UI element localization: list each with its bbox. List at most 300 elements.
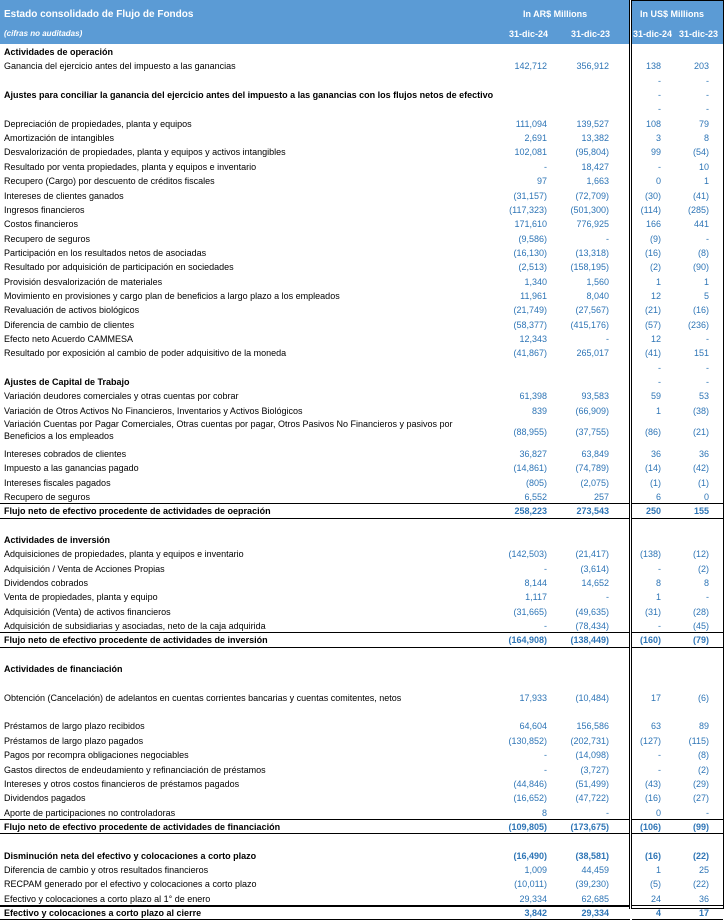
usd-2024-value: (127) — [639, 735, 661, 746]
ars-2023-value: 93,583 — [581, 391, 609, 402]
usd-2024-value: - — [658, 161, 661, 172]
ars-2023-value: - — [606, 592, 609, 603]
usd-2024-value: 3 — [655, 133, 661, 144]
table-row — [0, 318, 725, 332]
usd-col2-header: 31-dic-23 — [679, 29, 719, 39]
ars-col2-header: 31-dic-23 — [570, 29, 610, 39]
header-bar-ars — [0, 0, 630, 44]
ars-2023-value: (72,709) — [575, 190, 609, 201]
usd-2024-value: (9) — [650, 233, 661, 244]
usd-col1-header: 31-dic-24 — [633, 29, 673, 39]
usd-2023-value: - — [706, 75, 709, 86]
row-label: Variación de Otros Activos No Financieros, Inventarios y Activos Biológicos — [4, 405, 303, 416]
table-row — [0, 892, 725, 906]
usd-2024-value: 1 — [655, 592, 661, 603]
section-heading-row — [0, 375, 725, 389]
ars-2023-value: (173,675) — [570, 821, 609, 832]
ars-2023-value: (14,098) — [575, 750, 609, 761]
usd-2024-value: (138) — [639, 549, 661, 560]
row-label: Flujo neto de efectivo procedente de actividades de financiación — [4, 821, 281, 832]
ars-2023-value: 29,334 — [581, 908, 609, 918]
row-label: Intereses y otros costos financieros de préstamos pagados — [4, 778, 240, 789]
bottom-rule — [0, 906, 630, 907]
usd-2023-value: (6) — [698, 692, 709, 703]
table-row — [0, 203, 725, 217]
usd-2024-value: (30) — [644, 190, 661, 201]
table-row — [0, 189, 725, 203]
table-row — [0, 389, 725, 403]
table-row — [0, 734, 725, 748]
table-row — [0, 332, 725, 346]
table-row — [0, 691, 725, 705]
ars-2024-value: 102,081 — [514, 147, 547, 158]
ars-2024-value: 11,961 — [520, 290, 547, 301]
section-heading-row — [0, 45, 725, 59]
usd-2023-value: - — [706, 362, 709, 373]
ars-2024-value: 36,827 — [519, 448, 547, 459]
usd-2023-value: (2) — [698, 563, 709, 574]
usd-2023-value: 151 — [693, 348, 709, 359]
table-row — [0, 748, 725, 762]
usd-2024-value: 6 — [655, 491, 661, 502]
usd-2023-value: (1) — [698, 477, 709, 488]
table-row — [0, 289, 725, 303]
ars-2023-value: 139,527 — [576, 118, 609, 129]
usd-2024-value: (43) — [644, 778, 661, 789]
usd-2023-value: 25 — [698, 864, 709, 875]
table-row — [0, 346, 725, 360]
usd-2023-value: - — [706, 807, 709, 818]
ars-2024-value: 8 — [541, 807, 547, 818]
ars-2024-value: (21,749) — [513, 305, 547, 316]
ars-col1-header: 31-dic-24 — [508, 29, 548, 39]
table-row — [0, 131, 725, 145]
usd-2024-value: 166 — [645, 219, 661, 230]
usd-2023-value: (22) — [692, 850, 709, 861]
ars-2023-value: (2,075) — [580, 477, 609, 488]
row-label: Flujo neto de efectivo procedente de actividades de oepración — [4, 506, 271, 517]
ars-2024-value: (117,323) — [509, 204, 547, 215]
row-label: Préstamos de largo plazo pagados — [4, 735, 144, 746]
usd-2023-value: 10 — [698, 161, 709, 172]
row-label: Aporte de participaciones no controladoras — [4, 807, 176, 818]
ars-2024-value: (31,665) — [513, 606, 547, 617]
table-row — [0, 404, 725, 418]
ars-2023-value: 265,017 — [576, 348, 609, 359]
row-label: Provisión desvalorización de materiales — [4, 276, 163, 287]
table-row — [0, 174, 725, 188]
usd-2024-value: 24 — [650, 893, 661, 904]
ars-2024-value: (58,377) — [513, 319, 547, 330]
row-label: Diferencia de cambio de clientes — [4, 319, 135, 330]
statement-subtitle: (cifras no auditadas) — [4, 29, 83, 38]
usd-2024-value: (2) — [650, 262, 661, 273]
ars-2023-value: (37,755) — [575, 427, 609, 438]
table-row — [0, 562, 725, 576]
ars-2024-value: 2,691 — [524, 133, 547, 144]
usd-2023-value: - — [706, 90, 709, 101]
ars-2024-value: (16,130) — [513, 247, 547, 258]
usd-2024-value: (5) — [650, 879, 661, 890]
ars-2024-value: 8,144 — [524, 577, 547, 588]
ars-2023-value: (138,449) — [570, 635, 609, 646]
ars-2023-value: - — [606, 334, 609, 344]
row-label: Adquisición / Venta de Acciones Propias — [4, 563, 165, 574]
usd-2023-value: (99) — [692, 821, 709, 832]
usd-2023-value: (8) — [698, 750, 709, 761]
usd-column-frame — [631, 0, 724, 909]
table-row — [0, 763, 725, 777]
row-label: Intereses fiscales pagados — [4, 477, 111, 488]
ars-2023-value: (202,731) — [570, 735, 609, 746]
usd-2023-value: - — [706, 233, 709, 244]
usd-2024-value: - — [658, 621, 661, 631]
total-rule — [0, 503, 630, 504]
row-label: Participación en los resultados netos de asociadas — [4, 247, 207, 258]
usd-2023-value: 0 — [703, 491, 709, 502]
row-label: Disminución neta del efectivo y colocaciones a corto plazo — [4, 850, 257, 861]
usd-2024-value: 0 — [655, 176, 661, 187]
ars-2024-value: 111,094 — [515, 118, 547, 129]
row-label: Revaluación de activos biológicos — [4, 305, 140, 316]
ars-2024-value: 171,610 — [514, 219, 547, 230]
row-label: Recupero (Cargo) por descuento de créditos fiscales — [4, 176, 215, 187]
ars-2023-value: (158,195) — [570, 262, 609, 273]
ars-2024-value: - — [544, 764, 547, 775]
row-label: Actividades de financiación — [4, 664, 123, 675]
usd-2024-value: 4 — [655, 908, 661, 918]
ars-2024-value: 6,552 — [524, 491, 547, 502]
usd-2023-value: (8) — [698, 247, 709, 258]
row-label: Flujo neto de efectivo procedente de actividades de inversión — [4, 635, 268, 646]
row-label: Venta de propiedades, planta y equipo — [4, 592, 158, 603]
ars-2024-value: - — [544, 621, 547, 631]
row-label: Adquisición de subsidiarias y asociadas, neto de la caja adquirida — [4, 621, 266, 631]
ars-2023-value: - — [606, 807, 609, 818]
table-row — [0, 576, 725, 590]
usd-2023-value: 8 — [703, 577, 709, 588]
ars-2024-value: (41,867) — [513, 348, 547, 359]
usd-2024-value: (16) — [644, 247, 661, 258]
usd-2024-value: (86) — [644, 427, 661, 438]
table-row — [0, 863, 725, 877]
ars-2024-value: 61,398 — [519, 391, 547, 402]
usd-2023-value: (285) — [687, 204, 709, 215]
ars-2023-value: (74,789) — [575, 463, 609, 474]
section-heading-row — [0, 533, 725, 547]
table-row — [0, 849, 725, 863]
table-row — [0, 619, 725, 633]
usd-2023-value: 53 — [698, 391, 709, 402]
usd-2024-value: 250 — [645, 506, 661, 517]
usd-2024-value: (114) — [640, 204, 661, 215]
ars-2023-value: 8,040 — [586, 290, 609, 301]
table-row — [0, 303, 725, 317]
ars-2024-value: (2,513) — [518, 262, 547, 273]
usd-2024-value: (106) — [639, 821, 661, 832]
table-row — [0, 59, 725, 73]
row-label: Desvalorización de propiedades, planta y equipos y activos intangibles — [4, 147, 286, 158]
usd-2024-value: (14) — [644, 463, 661, 474]
usd-2024-value: 138 — [645, 61, 661, 72]
ars-2023-value: (51,499) — [575, 778, 609, 789]
ars-2023-value: 63,849 — [581, 448, 609, 459]
table-row — [0, 877, 725, 891]
ars-2023-value: (47,722) — [575, 793, 609, 804]
ars-2024-value: (130,852) — [508, 735, 547, 746]
usd-2023-value: 5 — [703, 290, 709, 301]
table-row — [0, 260, 725, 274]
total-rule — [0, 819, 630, 820]
row-label: Recupero de seguros — [4, 491, 91, 502]
usd-2024-value: 99 — [650, 147, 661, 158]
table-row — [0, 705, 725, 719]
usd-2024-value: 1 — [655, 864, 661, 875]
ars-2024-value: (16,652) — [513, 793, 547, 804]
table-row — [0, 418, 725, 447]
ars-2024-value: (88,955) — [513, 427, 547, 438]
usd-2024-value: 8 — [655, 577, 661, 588]
ars-2024-value: 3,842 — [524, 908, 547, 918]
ars-2023-value: (39,230) — [575, 879, 609, 890]
row-label: Actividades de inversión — [4, 534, 111, 545]
table-row — [0, 605, 725, 619]
usd-2023-value: (28) — [692, 606, 709, 617]
usd-2023-value: (38) — [692, 405, 709, 416]
ars-2024-value: (805) — [525, 477, 547, 488]
total-row — [0, 633, 725, 647]
usd-2024-value: - — [658, 104, 661, 115]
ars-2024-value: 1,340 — [524, 276, 547, 287]
table-row — [0, 145, 725, 159]
usd-2023-value: 17 — [698, 908, 709, 918]
ars-2024-value: 1,117 — [525, 592, 547, 603]
usd-2023-value: 79 — [698, 118, 709, 129]
usd-2024-value: (31) — [644, 606, 661, 617]
ars-2023-value: 273,543 — [576, 506, 609, 517]
table-row — [0, 246, 725, 260]
ars-2023-value: (21,417) — [575, 549, 609, 560]
usd-2023-value: 203 — [693, 61, 709, 72]
usd-2023-value: (29) — [692, 778, 709, 789]
usd-2023-value: (27) — [692, 793, 709, 804]
row-label: Impuesto a las ganancias pagado — [4, 463, 139, 474]
ars-2023-value: 14,652 — [581, 577, 609, 588]
ars-2024-value: 64,604 — [519, 721, 547, 732]
ars-group-label: In AR$ Millions — [523, 9, 588, 19]
row-label: Pagos por recompra obligaciones negociables — [4, 750, 189, 761]
usd-2023-value: (45) — [692, 621, 709, 631]
row-label: Amortización de intangibles — [4, 133, 115, 144]
ars-2023-value: (501,300) — [570, 204, 609, 215]
ars-2023-value: (3,727) — [580, 764, 609, 775]
ars-2024-value: (31,157) — [513, 190, 547, 201]
table-row — [0, 361, 725, 375]
usd-2023-value: (22) — [692, 879, 709, 890]
usd-2024-value: (21) — [644, 305, 661, 316]
usd-2023-value: (115) — [688, 735, 709, 746]
usd-2024-value: - — [658, 90, 661, 101]
ars-2023-value: 44,459 — [581, 864, 609, 875]
table-row — [0, 232, 725, 246]
usd-2023-value: (12) — [692, 549, 709, 560]
table-row — [0, 648, 725, 662]
ars-2024-value: (16,490) — [513, 850, 547, 861]
ars-2023-value: 1,663 — [586, 176, 609, 187]
usd-2023-value: 36 — [698, 893, 709, 904]
table-row — [0, 777, 725, 791]
ars-2023-value: 156,586 — [576, 721, 609, 732]
usd-2023-value: (54) — [692, 147, 709, 158]
usd-2023-value: 8 — [703, 133, 709, 144]
row-label: Obtención (Cancelación) de adelantos en cuentas corrientes bancarias y cuentas comitentes, netos — [4, 692, 402, 703]
table-row — [0, 834, 725, 848]
usd-2024-value: (16) — [644, 793, 661, 804]
table-row — [0, 102, 725, 116]
row-label: Efectivo y colocaciones a corto plazo al cierre — [4, 908, 202, 918]
usd-2023-value: 1 — [703, 176, 709, 187]
ars-2023-value: (95,804) — [575, 147, 609, 158]
usd-2023-value: (21) — [692, 427, 709, 438]
ars-2023-value: 62,685 — [581, 893, 609, 904]
usd-2023-value: 36 — [698, 448, 709, 459]
ars-2024-value: - — [544, 750, 547, 761]
usd-2023-value: (42) — [692, 463, 709, 474]
ars-2024-value: 97 — [536, 176, 547, 187]
usd-2023-value: 155 — [693, 506, 709, 517]
usd-2024-value: 36 — [650, 448, 661, 459]
usd-2024-value: 1 — [655, 405, 661, 416]
ars-2024-value: 17,933 — [519, 692, 547, 703]
row-label: Variación deudores comerciales y otras cuentas por cobrar — [4, 391, 239, 402]
ars-2023-value: 776,925 — [576, 219, 609, 230]
table-row — [0, 117, 725, 131]
row-label: Intereses de clientes ganados — [4, 190, 124, 201]
usd-2023-value: - — [706, 104, 709, 115]
row-label: Efectivo y colocaciones a corto plazo al 1° de enero — [4, 893, 211, 904]
ars-2024-value: - — [544, 563, 547, 574]
usd-2023-value: - — [706, 377, 709, 388]
total-row — [0, 820, 725, 834]
table-row — [0, 74, 725, 88]
usd-2024-value: (1) — [650, 477, 661, 488]
row-label: Resultado por exposición al cambio de poder adquisitivo de la moneda — [4, 348, 287, 359]
ars-2023-value: - — [606, 233, 609, 244]
usd-2024-value: (16) — [644, 850, 661, 861]
usd-2024-value: - — [658, 75, 661, 86]
usd-2023-value: (16) — [692, 305, 709, 316]
usd-2023-value: (2) — [698, 764, 709, 775]
usd-2023-value: - — [706, 334, 709, 344]
ars-2024-value: 142,712 — [514, 61, 547, 72]
usd-2023-value: (41) — [692, 190, 709, 201]
table-row — [0, 719, 725, 733]
usd-2023-value: (79) — [692, 635, 709, 646]
usd-2023-value: 89 — [698, 721, 709, 732]
row-label: Ingresos financieros — [4, 204, 85, 215]
usd-2024-value: 0 — [655, 807, 661, 818]
ars-2023-value: (78,434) — [575, 621, 609, 631]
ars-2024-value: 12,343 — [519, 334, 547, 344]
table-row — [0, 676, 725, 690]
ars-2023-value: (10,484) — [575, 692, 609, 703]
ars-2024-value: (44,846) — [513, 778, 547, 789]
ars-2024-value: 1,009 — [524, 864, 547, 875]
usd-2023-value: 1 — [703, 276, 709, 287]
usd-2024-value: (57) — [644, 319, 661, 330]
usd-2024-value: 1 — [655, 276, 661, 287]
section-heading-row — [0, 662, 725, 676]
usd-2024-value: - — [658, 764, 661, 775]
row-label: Movimiento en provisiones y cargo plan de beneficios a largo plazo a los empleados — [4, 290, 340, 301]
ars-2023-value: (13,318) — [575, 247, 609, 258]
ars-2023-value: 18,427 — [581, 161, 609, 172]
usd-2024-value: - — [658, 362, 661, 373]
ars-2024-value: - — [544, 161, 547, 172]
usd-2023-value: - — [706, 592, 709, 603]
row-label: Variación Cuentas por Pagar Comerciales, Otras cuentas por pagar, Otros Pasivos No Financieros y pasivos por Beneficios a los empleados — [4, 419, 453, 442]
usd-2024-value: 17 — [650, 692, 661, 703]
ars-2023-value: 13,382 — [581, 133, 609, 144]
row-label: Adquisiciones de propiedades, planta y equipos e inventario — [4, 549, 244, 560]
usd-2024-value: 12 — [650, 290, 661, 301]
usd-2024-value: 59 — [650, 391, 661, 402]
ars-2023-value: 356,912 — [576, 61, 609, 72]
usd-2024-value: (41) — [644, 348, 661, 359]
ars-2023-value: 1,560 — [586, 276, 609, 287]
ars-2024-value: 839 — [531, 405, 547, 416]
table-row — [0, 490, 725, 504]
usd-2023-value: 441 — [693, 219, 709, 230]
total-rule — [0, 632, 630, 633]
row-label: RECPAM generado por el efectivo y colocaciones a corto plazo — [4, 879, 257, 890]
table-row — [0, 476, 725, 490]
table-row — [0, 547, 725, 561]
usd-2023-value: (90) — [692, 262, 709, 273]
table-row — [0, 275, 725, 289]
row-label: Dividendos cobrados — [4, 577, 89, 588]
table-row — [0, 590, 725, 604]
ars-2023-value: (415,176) — [570, 319, 609, 330]
usd-2024-value: 63 — [650, 721, 661, 732]
row-label: Adquisición (Venta) de activos financieros — [4, 606, 171, 617]
ars-2023-value: (3,614) — [580, 563, 609, 574]
ars-2024-value: (14,861) — [513, 463, 547, 474]
row-label: Costos financieros — [4, 219, 79, 230]
ars-2024-value: (109,805) — [508, 821, 547, 832]
row-label: Actividades de operación — [4, 47, 114, 57]
usd-group-label: In US$ Millions — [640, 9, 705, 19]
row-label: Ganancia del ejercicio antes del impuesto a las ganancias — [4, 61, 236, 72]
table-row — [0, 217, 725, 231]
row-label: Recupero de seguros — [4, 233, 91, 244]
total-row — [0, 906, 725, 920]
row-label: Depreciación de propiedades, planta y equipos — [4, 118, 192, 129]
ars-2024-value: (164,908) — [508, 635, 547, 646]
row-label: Resultado por adquisición de participación en sociedades — [4, 262, 234, 273]
row-label: Diferencia de cambio y otros resultados financieros — [4, 864, 209, 875]
ars-2024-value: 29,334 — [519, 893, 547, 904]
ars-2023-value: (27,567) — [575, 305, 609, 316]
table-row — [0, 791, 725, 805]
usd-2023-value: (236) — [687, 319, 709, 330]
usd-2024-value: - — [658, 377, 661, 388]
row-label: Préstamos de largo plazo recibidos — [4, 721, 145, 732]
table-row — [0, 519, 725, 533]
table-row — [0, 806, 725, 820]
ars-2024-value: (142,503) — [508, 549, 547, 560]
column-divider — [629, 0, 630, 909]
